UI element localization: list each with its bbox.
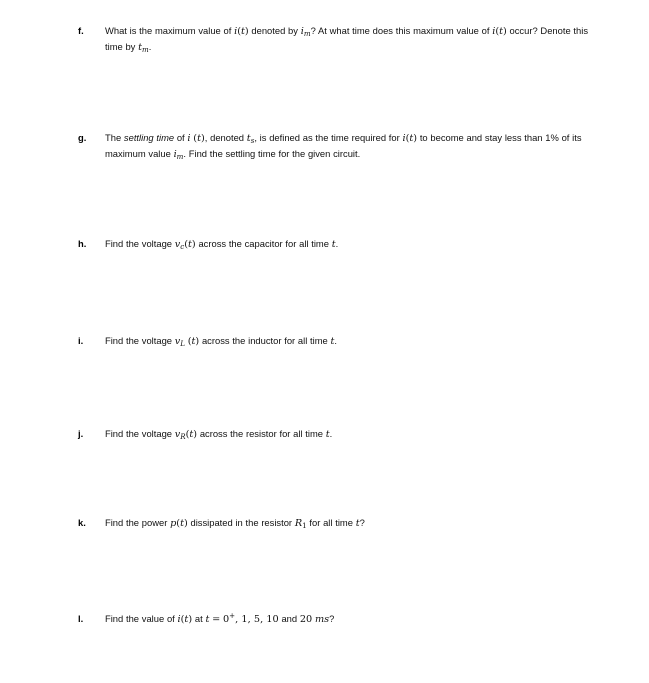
- item-text-l: Find the value of i(t) at t = 0+, 1, 5, 10 and 20 ms?: [105, 611, 335, 625]
- item-text-g: The settling time of i (t), denoted $t_s$, is defined as the time required for i(t) to become and stay less than 1% of its maximum value $i_m$. Find the settling time for the given circuit.: [105, 132, 582, 161]
- item-marker-h: h.: [78, 238, 87, 249]
- question-item-f: [78, 24, 598, 55]
- question-item-h: [78, 237, 598, 253]
- item-text-i: Find the voltage $v_L$ (t) across the inductor for all time t.: [105, 335, 338, 349]
- question-item-k: [78, 516, 598, 532]
- item-text-j: Find the voltage $v_R(t)$ across the resistor for all time t.: [105, 428, 333, 442]
- item-text-k: Find the power p(t) dissipated in the resistor $R_1$ for all time t?: [105, 517, 365, 531]
- question-item-j: [78, 427, 598, 443]
- item-marker-k: k.: [78, 517, 86, 528]
- item-marker-g: g.: [78, 132, 87, 143]
- item-text-f: What is the maximum value of i(t) denoted by $i_m$? At what time does this maximum value of i(t) occur? Denote this time by $t_m$.: [105, 25, 589, 54]
- question-item-l: [78, 612, 598, 628]
- question-item-i: [78, 334, 598, 350]
- item-marker-l: l.: [78, 613, 84, 624]
- item-text-h: Find the voltage $v_c(t)$ across the capacitor for all time t.: [105, 238, 339, 252]
- item-marker-j: j.: [78, 428, 84, 439]
- question-item-g: [78, 131, 603, 162]
- item-marker-i: i.: [78, 335, 84, 346]
- item-marker-f: f.: [78, 25, 84, 36]
